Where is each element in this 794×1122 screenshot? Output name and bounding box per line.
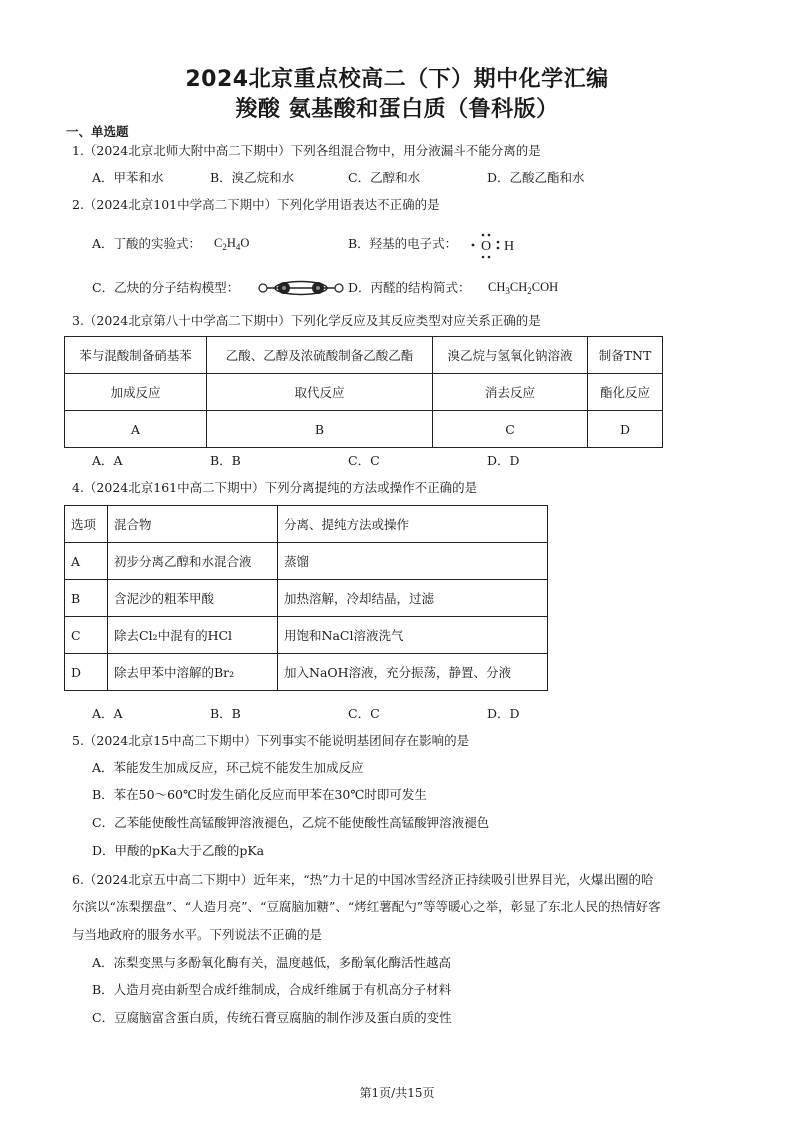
page-footer: 第1页/共15页 [359, 1086, 435, 1100]
table-cell: 蒸馏 [278, 543, 548, 580]
table-cell: 苯与混酸制备硝基苯 [65, 337, 207, 374]
table-cell: 乙酸、乙醇及浓硫酸制备乙酸乙酯 [207, 337, 433, 374]
q2-option-d-label: D．丙醛的结构简式： [348, 280, 471, 295]
table-cell: 除去甲苯中溶解的Br₂ [108, 654, 278, 691]
q2-option-b-label: B．羟基的电子式： [348, 236, 458, 251]
table-cell: D [588, 411, 663, 448]
table-cell: 初步分离乙醇和水混合液 [108, 543, 278, 580]
svg-text:H: H [504, 239, 515, 254]
table-cell: 用饱和NaCl溶液洗气 [278, 617, 548, 654]
q3-option-d: D．D [487, 453, 520, 468]
q6-option-c: C．豆腐脑富含蛋白质，传统石膏豆腐脑的制作涉及蛋白质的变性 [92, 1010, 452, 1025]
q3-option-b: B．B [210, 453, 241, 468]
table-header-cell: 分离、提纯方法或操作 [278, 506, 548, 543]
q4-option-a: A．A [92, 706, 123, 721]
table-cell: B [65, 580, 108, 617]
q5-option-c: C．乙苯能使酸性高锰酸钾溶液褪色，乙烷不能使酸性高锰酸钾溶液褪色 [92, 815, 490, 830]
section-heading: 一、单选题 [66, 124, 129, 139]
table-row [65, 337, 663, 374]
q1-option-a: A．甲苯和水 [92, 170, 164, 185]
table-cell: C [433, 411, 588, 448]
table-cell: C [65, 617, 108, 654]
q4-option-b: B．B [210, 706, 241, 721]
table-header-row [65, 506, 548, 543]
q1-option-d: D．乙酸乙酯和水 [487, 170, 585, 185]
table-row [65, 654, 548, 691]
q3-option-a: A．A [92, 453, 123, 468]
q6-stem-line1: 6.（2024北京五中高二下期中）近年来，“热”力十足的中国冰雪经济正持续吸引世界目光，火爆出圈的哈 [72, 872, 654, 887]
q5-option-a: A．苯能发生加成反应，环己烷不能发生加成反应 [92, 760, 364, 775]
q6-option-b: B．人造月亮由新型合成纤维制成，合成纤维属于有机高分子材料 [92, 982, 452, 997]
document-title: 2024北京重点校高二（下）期中化学汇编 [185, 67, 609, 92]
q5-stem: 5.（2024北京15中高二下期中）下列事实不能说明基团间存在影响的是 [72, 733, 470, 748]
q3-option-c: C．C [348, 453, 380, 468]
table-cell: 消去反应 [433, 374, 588, 411]
table-cell: B [207, 411, 433, 448]
q6-stem-line3: 与当地政府的服务水平。下列说法不正确的是 [72, 927, 323, 942]
q2-option-a-formula: $C_2H_4O$ [214, 236, 250, 252]
q6-option-a: A．冻梨变黑与多酚氧化酶有关，温度越低，多酚氧化酶活性越高 [92, 955, 452, 970]
q5-option-d: D．甲酸的pKa大于乙酸的pKa [92, 843, 265, 858]
table-cell: 除去Cl₂中混有的HCl [108, 617, 278, 654]
q1-option-b: B．溴乙烷和水 [210, 170, 295, 185]
document-subtitle: 羧酸 氨基酸和蛋白质（鲁科版） [235, 97, 559, 122]
table-cell: 含泥沙的粗苯甲酸 [108, 580, 278, 617]
q6-stem-line2: 尔滨以“冻梨摆盘”、“人造月亮”、“豆腐脑加糖”、“烤红薯配勺”等等暖心之举，彰显了东北人民的热情好客 [72, 899, 661, 914]
table-cell: D [65, 654, 108, 691]
table-row [65, 543, 548, 580]
q1-stem: 1.（2024北京北师大附中高二下期中）下列各组混合物中，用分液漏斗不能分离的是 [72, 143, 541, 158]
q2-option-c-label: C．乙炔的分子结构模型： [92, 280, 240, 295]
table-cell: 制备TNT [588, 337, 663, 374]
table-cell: 加成反应 [65, 374, 207, 411]
table-cell: A [65, 411, 207, 448]
table-row [65, 374, 663, 411]
q4-stem: 4.（2024北京161中高二下期中）下列分离提纯的方法或操作不正确的是 [72, 480, 478, 495]
q4-table [64, 505, 548, 691]
table-cell: 加热溶解，冷却结晶，过滤 [278, 580, 548, 617]
table-row [65, 617, 548, 654]
table-cell: 溴乙烷与氢氧化钠溶液 [433, 337, 588, 374]
q4-option-d: D．D [487, 706, 520, 721]
q2-option-d-formula: $CH_3CH_2COH$ [488, 280, 559, 296]
q2-option-a-label: A．丁酸的实验式： [92, 236, 202, 251]
q3-table [64, 336, 663, 448]
table-row [65, 411, 663, 448]
svg-text:O: O [481, 239, 492, 254]
table-row [65, 580, 548, 617]
q5-option-b: B．苯在50～60℃时发生硝化反应而甲苯在30℃时即可发生 [92, 787, 427, 802]
q2-stem: 2.（2024北京101中学高二下期中）下列化学用语表达不正确的是 [72, 197, 440, 212]
table-cell: 酯化反应 [588, 374, 663, 411]
table-header-cell: 混合物 [108, 506, 278, 543]
q3-stem: 3.（2024北京第八十中学高二下期中）下列化学反应及其反应类型对应关系正确的是 [72, 313, 541, 328]
hydroxyl-electron-formula [468, 232, 528, 262]
q1-option-c: C．乙醇和水 [348, 170, 421, 185]
acetylene-ball-stick-model [258, 280, 344, 296]
table-cell: 加入NaOH溶液，充分振荡，静置、分液 [278, 654, 548, 691]
table-cell: A [65, 543, 108, 580]
table-cell: 取代反应 [207, 374, 433, 411]
q4-option-c: C．C [348, 706, 380, 721]
table-header-cell: 选项 [65, 506, 108, 543]
